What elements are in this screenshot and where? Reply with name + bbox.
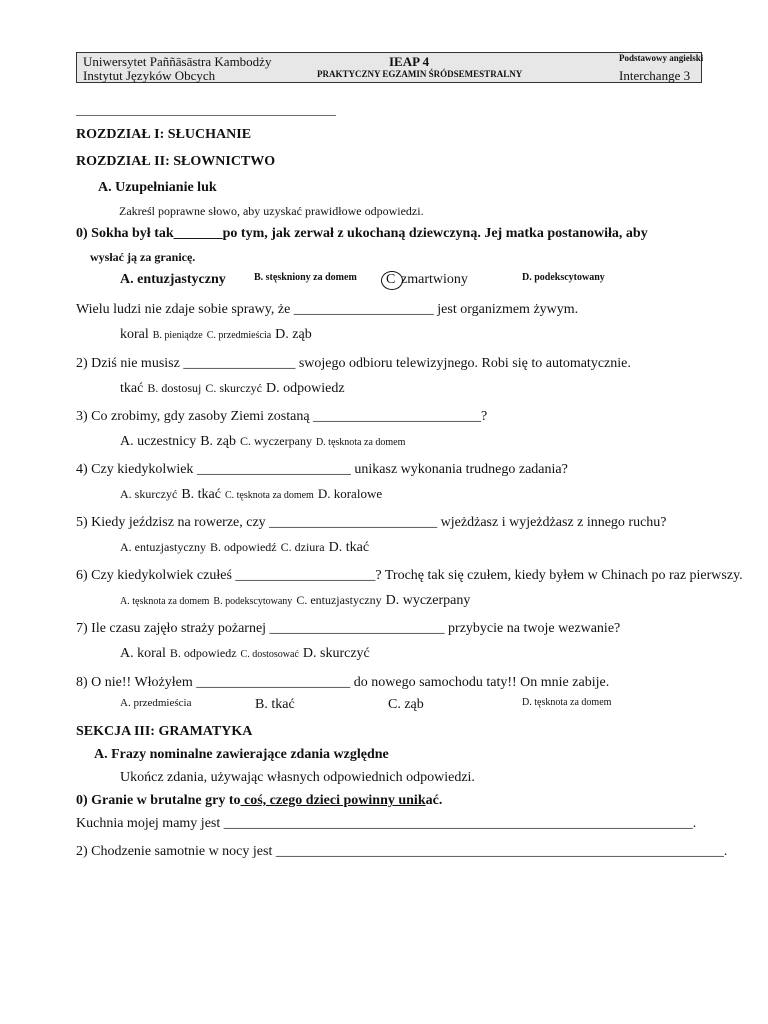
exam-header — [76, 52, 702, 83]
option-b: B. odpowiedź — [209, 540, 277, 554]
example-prefix: 0) Granie w brutalne gry to — [76, 793, 241, 808]
option-a: A. entuzjastyczny — [120, 540, 206, 554]
section3-subtitle: A. Frazy nominalne zawierające zdania względne — [94, 747, 389, 762]
question-8-option-a: A. przedmieścia — [120, 697, 192, 709]
option-c: C. skurczyć — [205, 381, 262, 395]
option-a: A. uczestnicy — [120, 434, 197, 449]
section3-question-1: Kuchnia mojej mamy jest ___________________________________________________________________. — [76, 816, 697, 831]
question-6-text: 6) Czy kiedykolwiek czułeś ____________________? Trochę tak się czułem, kiedy byłem w Chinach po raz pierwszy. — [76, 568, 743, 583]
example-option-d: D. podekscytowany — [522, 272, 605, 283]
option-d: D. ząb — [275, 327, 312, 342]
example-option-b: B. stęskniony za domem — [254, 272, 357, 283]
option-c: C. tęsknota za domem — [224, 490, 314, 501]
option-d: D. wyczerpany — [385, 593, 471, 608]
option-c: C. entuzjastyczny — [296, 593, 382, 607]
example-question-line1: 0) Sokha był tak_______po tym, jak zerwał z ukochaną dziewczyną. Jej matka postanowiła, aby — [76, 226, 648, 241]
section3-instruction: Ukończ zdania, używając własnych odpowiednich odpowiedzi. — [120, 770, 475, 785]
option-b: B. dostosuj — [147, 381, 202, 395]
option-c: C. dziura — [280, 540, 325, 554]
university-name: Uniwersytet Paññāsāstra Kambodży — [83, 54, 272, 69]
option-b: B. podekscytowany — [213, 596, 293, 607]
question-5-options — [120, 538, 369, 556]
student-name-line: ________________________________________ — [76, 102, 336, 117]
option-c: C. przedmieścia — [206, 330, 272, 341]
option-a: tkać — [120, 381, 144, 396]
option-b: B. pieniądze — [152, 330, 203, 341]
question-4-text: 4) Czy kiedykolwiek ______________________ unikasz wykonania trudnego zadania? — [76, 462, 568, 477]
section3-question-2: 2) Chodzenie samotnie w nocy jest ________________________________________________________________. — [76, 844, 728, 859]
example-suffix: ać. — [425, 793, 443, 808]
question-8-option-b: B. tkać — [255, 697, 295, 712]
institute-name: Instytut Języków Obcych — [83, 68, 216, 83]
option-c: C. dostosować — [240, 649, 299, 660]
section1-title: ROZDZIAŁ I: SŁUCHANIE — [76, 127, 252, 142]
question-4-options — [120, 485, 382, 503]
section2-title: ROZDZIAŁ II: SŁOWNICTWO — [76, 154, 276, 169]
option-b: B. odpowiedz — [169, 646, 237, 660]
option-d: D. koralowe — [317, 486, 383, 501]
question-3-options — [120, 432, 405, 450]
section3-example — [76, 793, 442, 809]
course-code: IEAP 4 — [389, 54, 430, 69]
example-question-line2: wysłać ją za granicę. — [90, 250, 196, 264]
example-answer: coś, czego dzieci powinny unik — [240, 793, 426, 808]
option-d: D. tęsknota za domem — [315, 437, 406, 448]
section3-title: SEKCJA III: GRAMATYKA — [76, 724, 253, 739]
question-6-options — [120, 591, 470, 609]
option-b: B. ząb — [200, 434, 236, 449]
section2-subtitle: A. Uzupełnianie luk — [98, 180, 217, 195]
example-option-a: A. entuzjastyczny — [120, 272, 226, 287]
exam-title: PRAKTYCZNY EGZAMIN ŚRÓDSEMESTRALNY — [317, 69, 523, 79]
question-8-text: 8) O nie!! Włożyłem ______________________ do nowego samochodu taty!! On mnie zabije. — [76, 675, 610, 690]
question-3-text: 3) Co zrobimy, gdy zasoby Ziemi zostaną ________________________? — [76, 409, 488, 424]
question-1-options — [120, 325, 312, 343]
example-option-c: zmartwiony — [401, 272, 468, 287]
book-label: Interchange 3 — [619, 68, 691, 83]
question-8-option-c: C. ząb — [388, 697, 424, 712]
option-a: A. skurczyć — [120, 487, 178, 501]
question-8-option-d: D. tęsknota za domem — [522, 697, 612, 708]
option-a: A. koral — [120, 646, 166, 661]
option-d: D. skurczyć — [302, 646, 370, 661]
option-a: A. tęsknota za domem — [120, 596, 210, 607]
section2-instruction: Zakreśl poprawne słowo, aby uzyskać prawidłowe odpowiedzi. — [119, 204, 424, 218]
question-2-text: 2) Dziś nie musisz ________________ swojego odbioru telewizyjnego. Robi się to automatycznie. — [76, 356, 631, 371]
question-2-options — [120, 379, 345, 397]
question-7-options — [120, 644, 370, 662]
option-b: B. tkać — [181, 487, 221, 502]
example-option-c-letter: C — [386, 272, 396, 287]
option-d: D. odpowiedz — [266, 381, 345, 396]
option-a: koral — [120, 327, 149, 342]
option-d: D. tkać — [328, 540, 370, 555]
question-5-text: 5) Kiedy jeździsz na rowerze, czy ________________________ wjeżdżasz i wyjeżdżasz z innego ruchu? — [76, 515, 667, 530]
option-c: C. wyczerpany — [239, 434, 312, 448]
question-1-text: Wielu ludzi nie zdaje sobie sprawy, że ____________________ jest organizmem żywym. — [76, 302, 579, 317]
question-7-text: 7) Ile czasu zajęło straży pożarnej _________________________ przybycie na twoje wezwanie? — [76, 621, 621, 636]
level-label: Podstawowy angielski — [619, 53, 704, 63]
